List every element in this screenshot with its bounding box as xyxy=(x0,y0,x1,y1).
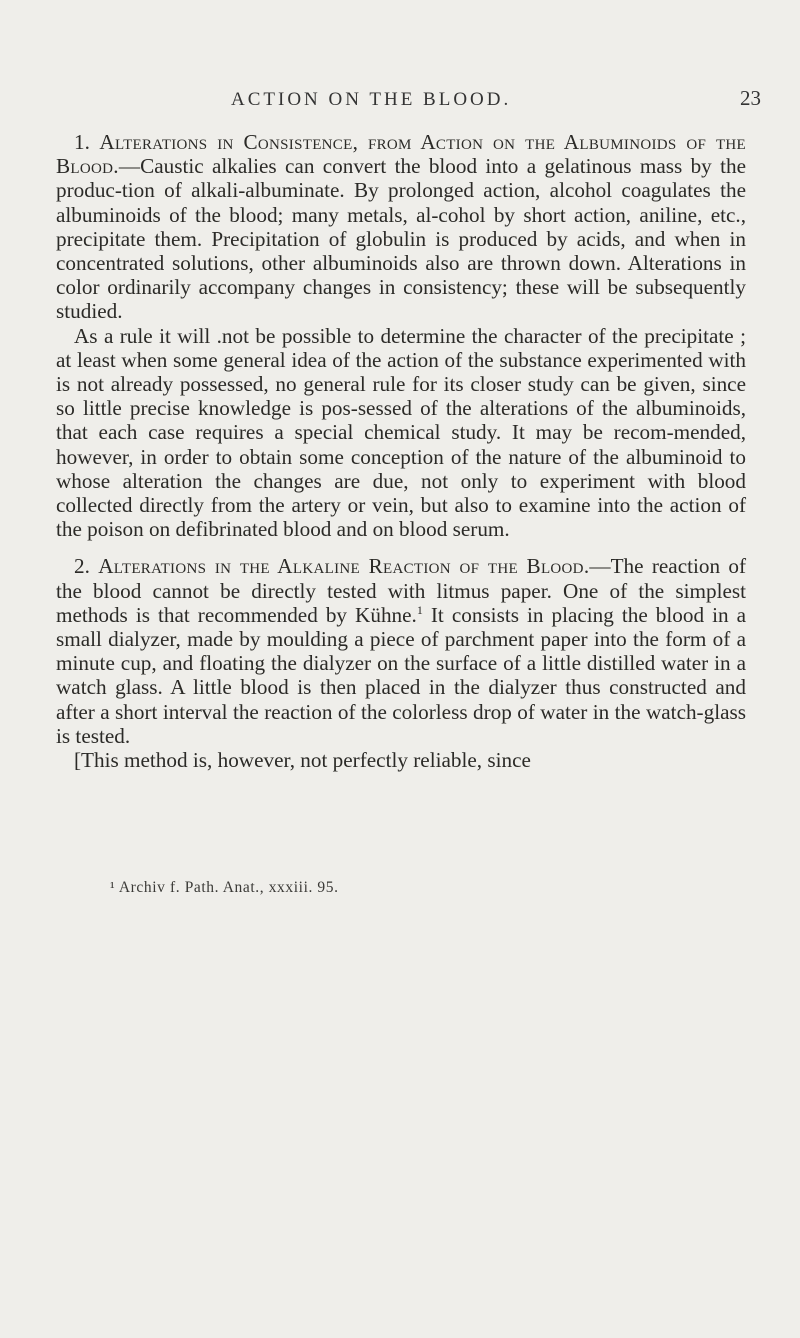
section-2-paragraph-2: [This method is, however, not perfectly reliable, since xyxy=(74,748,531,773)
running-title: ACTION ON THE BLOOD. xyxy=(231,89,512,110)
section-1-heading: Alterations in Consistence, from Action on the Albuminoids of the Blood. xyxy=(56,130,746,179)
section-2-heading: Alterations in the Alkaline Reaction of the Blood. xyxy=(98,554,590,579)
section-1-paragraph xyxy=(56,130,746,324)
section-2-paragraph xyxy=(56,554,746,748)
footnote: ¹ Archiv f. Path. Anat., xxxiii. 95. xyxy=(110,879,339,896)
section-1-number: 1. xyxy=(74,130,90,154)
section-1-paragraph-2: As a rule it will .not be possible to determine the character of the precipitate ; at least when some general idea of the action of the substance experimented with is not already possessed, no general rule for its closer study can be given, since so little precise knowledge is pos-sessed of the alterations of the albuminoids, that each case requires a special chemical study. It may be recom-mended, however, in order to obtain some conception of the nature of the albuminoid to whose alteration the changes are due, not only to experiment with blood collected directly from the artery or vein, but also to examine into the action of the poison on defibrinated blood and on blood serum. xyxy=(56,323,746,542)
section-2-body-end: It consists in placing the blood in a small dialyzer, made by moulding a piece of parchment paper into the form of a minute cup, and floating the dialyzer on the surface of a little distilled water in a watch glass. A little blood is then placed in the dialyzer thus constructed and after a short interval the reaction of the colorless drop of water in the watch-glass is tested. xyxy=(56,602,746,748)
section-1-body: —Caustic alkalies can convert the blood into a gelatinous mass by the produc-tion of alkali-albuminate. By prolonged action, alcohol coagulates the albuminoids of the blood; many metals, al-cohol by short action, aniline, etc., precipitate them. Precipitation of globulin is produced by acids, and when in concentrated solutions, other albuminoids also are thrown down. Alterations in color ordinarily accompany changes in consistency; these will be subsequently studied. xyxy=(56,154,746,324)
section-2-body-start: —The reaction of the blood cannot be directly tested with litmus paper. One of the simplest methods is that recommended by Kühne. xyxy=(56,554,746,627)
footnote-marker: 1 xyxy=(416,602,423,617)
page-number: 23 xyxy=(740,86,761,110)
section-2-number: 2. xyxy=(74,554,90,579)
body-text xyxy=(56,130,746,772)
